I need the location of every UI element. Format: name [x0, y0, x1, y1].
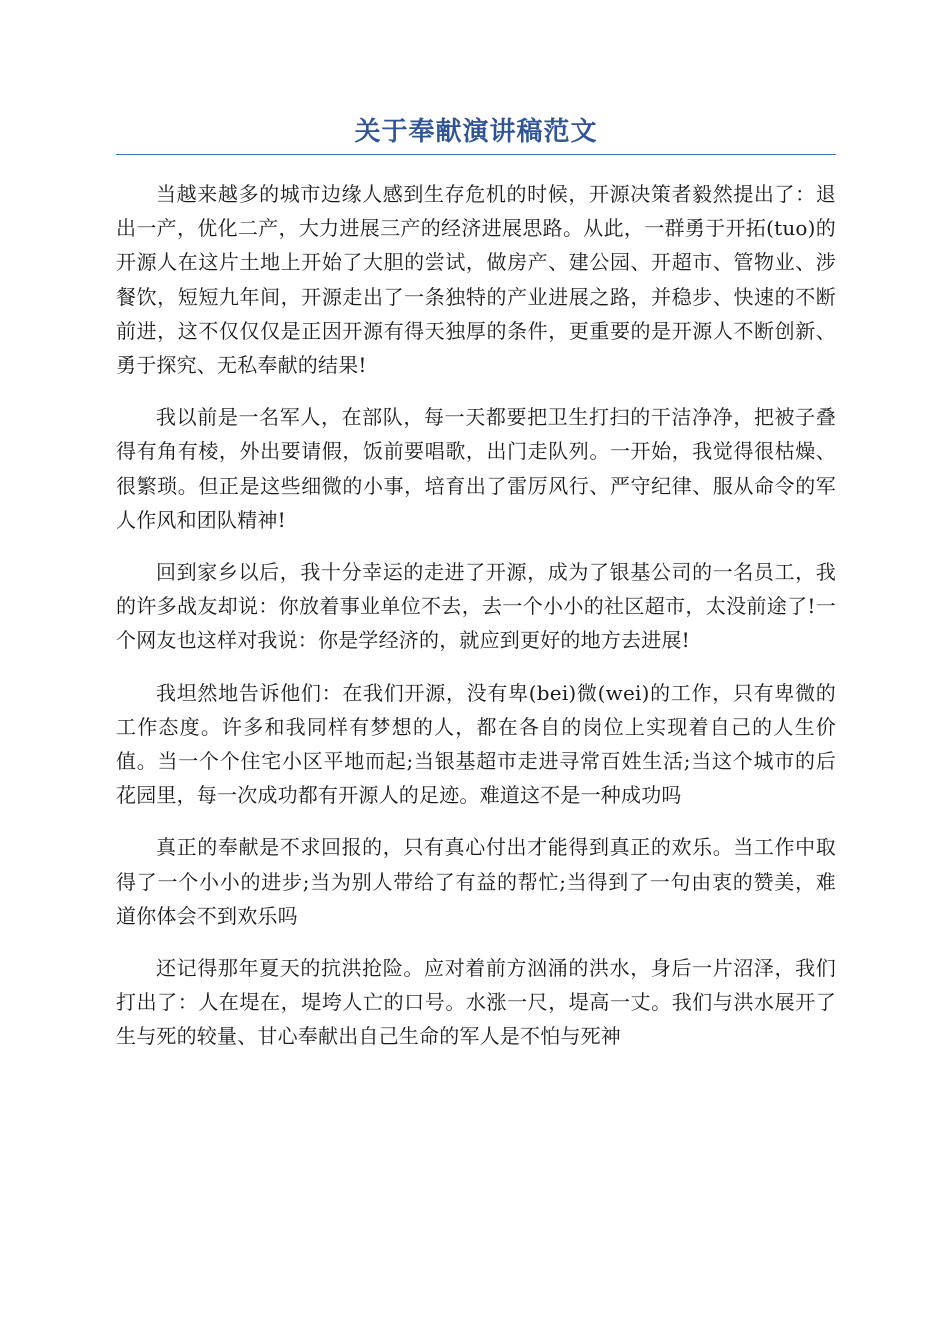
document-title: 关于奉献演讲稿范文 — [354, 117, 598, 147]
paragraph-2: 我以前是一名军人，在部队，每一天都要把卫生打扫的干洁净净，把被子叠得有角有棱，外出要请假，饭前要唱歌，出门走队列。一开始，我觉得很枯燥、很繁琐。但正是这些细微的小事，培育出了雷厉风行、严守纪律、服从命令的军人作风和团队精神! — [116, 405, 836, 532]
paragraph-6: 还记得那年夏天的抗洪抢险。应对着前方汹涌的洪水，身后一片沼泽，我们打出了：人在堤在，堤垮人亡的口号。水涨一尺，堤高一丈。我们与洪水展开了生与死的较量、甘心奉献出自己生命的军人是不怕与死神 — [116, 956, 836, 1049]
paragraph-5: 真正的奉献是不求回报的，只有真心付出才能得到真正的欢乐。当工作中取得了一个小小的进步;当为别人带给了有益的帮忙;当得到了一句由衷的赞美，难道你体会不到欢乐吗 — [116, 835, 836, 928]
paragraph-1: 当越来越多的城市边缘人感到生存危机的时候，开源决策者毅然提出了：退出一产，优化二产，大力进展三产的经济进展思路。从此，一群勇于开拓(tuo)的开源人在这片土地上开始了大胆的尝试，做房产、建公园、开超市、管物业、涉餐饮，短短九年间，开源走出了一条独特的产业进展之路，并稳步、快速的不断前进，这不仅仅仅是正因开源有得天独厚的条件，更重要的是开源人不断创新、勇于探究、无私奉献的结果! — [116, 182, 836, 378]
title-underline — [116, 154, 836, 155]
paragraph-4: 我坦然地告诉他们：在我们开源，没有卑(bei)微(wei)的工作，只有卑微的工作态度。许多和我同样有梦想的人，都在各自的岗位上实现着自己的人生价值。当一个个住宅小区平地而起;当银基超市走进寻常百姓生活;当这个城市的后花园里，每一次成功都有开源人的足迹。难道这不是一种成功吗 — [116, 680, 836, 808]
paragraph-3: 回到家乡以后，我十分幸运的走进了开源，成为了银基公司的一名员工，我的许多战友却说：你放着事业单位不去，去一个小小的社区超市，太没前途了!一个网友也这样对我说：你是学经济的，就应到更好的地方去进展! — [116, 560, 836, 653]
document-page — [116, 112, 836, 1072]
